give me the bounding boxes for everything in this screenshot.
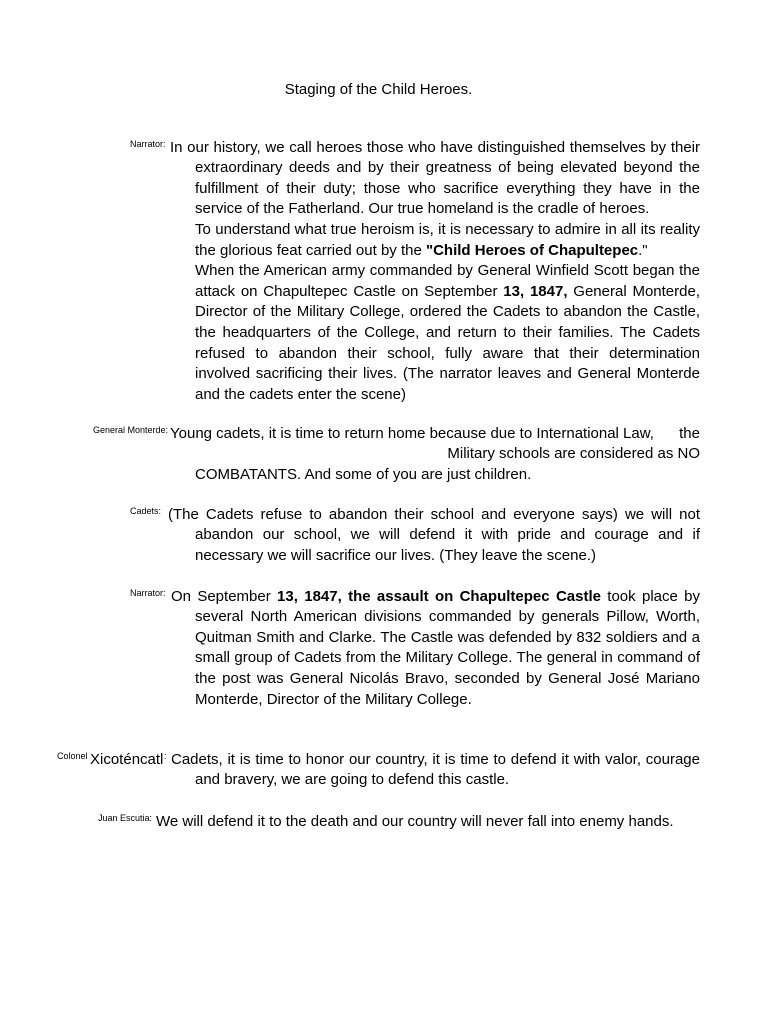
general-monterde-block (0, 424, 768, 486)
text-line: and bravery, we are going to defend this castle. (195, 771, 510, 789)
speaker-label: Colonel (57, 750, 88, 761)
juan-escutia-block (0, 812, 768, 833)
text-line: COMBATANTS. And some of you are just children. (195, 465, 532, 483)
text-line: extraordinary deeds and by their greatness of being elevated beyond the (195, 159, 700, 177)
speaker-colon: : (164, 750, 167, 761)
text-line: the headquarters of the College, and return to their families. The Cadets (195, 324, 700, 342)
speaker-label: Narrator: (130, 138, 166, 149)
text-line: small group of Cadets from the Military College. The general in command of (195, 649, 700, 667)
speaker-label: Narrator: (130, 587, 166, 598)
text-line (195, 241, 700, 262)
text-line: abandon our school, we will defend it with pride and courage and if (195, 526, 700, 544)
text-line: Cadets, it is time to honor our country, it is time to defend it with valor, courage (171, 750, 700, 768)
text-line: When the American army commanded by General Winfield Scott began the (195, 262, 700, 280)
text-segment: the glorious feat carried out by the (195, 241, 426, 259)
document-title: Staging of the Child Heroes. (284, 81, 473, 98)
text-segment: General Monterde, (567, 282, 700, 300)
bold-text: 13, 1847, (503, 282, 568, 300)
text-line (195, 282, 700, 303)
text-segment: On September (171, 587, 278, 605)
text-line: We will defend it to the death and our country will never fall into enemy hands. (156, 812, 674, 830)
text-line: several North American divisions commanded by generals Pillow, Worth, (195, 608, 700, 626)
narrator-assault-block (0, 587, 768, 711)
text-segment: ." (638, 241, 648, 259)
text-segment: attack on Chapultepec Castle on September (195, 282, 504, 300)
text-segment: the (679, 424, 700, 442)
text-line: necessary we will sacrifice our lives. (They leave the scene.) (195, 546, 596, 564)
text-line: the post was General Nicolás Bravo, seconded by General José Mariano (195, 670, 700, 688)
colonel-xicotencatl-block (0, 750, 768, 791)
cadets-block (0, 505, 768, 567)
text-line: In our history, we call heroes those who have distinguished themselves by their (170, 138, 700, 156)
text-line: refused to abandon their school, fully aware that their determination (195, 344, 700, 362)
text-line: fulfillment of their duty; those who sacrifice everything they have in the (195, 179, 700, 197)
text-line: (The Cadets refuse to abandon their school and everyone says) we will not (168, 505, 700, 523)
narrator-intro-block (0, 138, 768, 406)
text-line: Military schools are considered as NO (447, 445, 700, 463)
text-line (170, 424, 700, 445)
text-line: To understand what true heroism is, it is necessary to admire in all its reality (195, 221, 700, 239)
text-line: service of the Fatherland. Our true homeland is the cradle of heroes. (195, 200, 650, 218)
bold-text: 13, 1847, the assault on Chapultepec Castle (277, 587, 601, 605)
text-line: and the cadets enter the scene) (195, 385, 406, 403)
speaker-label: Juan Escutia: (98, 812, 153, 823)
speaker-name: Xicoténcatl (90, 750, 164, 768)
text-line: Director of the Military College, ordered the Cadets to abandon the Castle, (195, 303, 700, 321)
text-segment: took place by (600, 587, 701, 605)
text-line: involved sacrificing their lives. (The narrator leaves and General Monterde (195, 365, 700, 383)
text-line: Quitman Smith and Clarke. The Castle was defended by 832 soldiers and a (195, 628, 700, 646)
speaker-label: General Monterde: (93, 424, 169, 435)
text-line (171, 587, 700, 608)
text-line: Monterde, Director of the Military College. (195, 690, 472, 708)
text-segment: Young cadets, it is time to return home because due to International Law, (170, 424, 654, 442)
bold-text: "Child Heroes of Chapultepec (425, 241, 639, 259)
speaker-label: Cadets: (130, 505, 162, 516)
